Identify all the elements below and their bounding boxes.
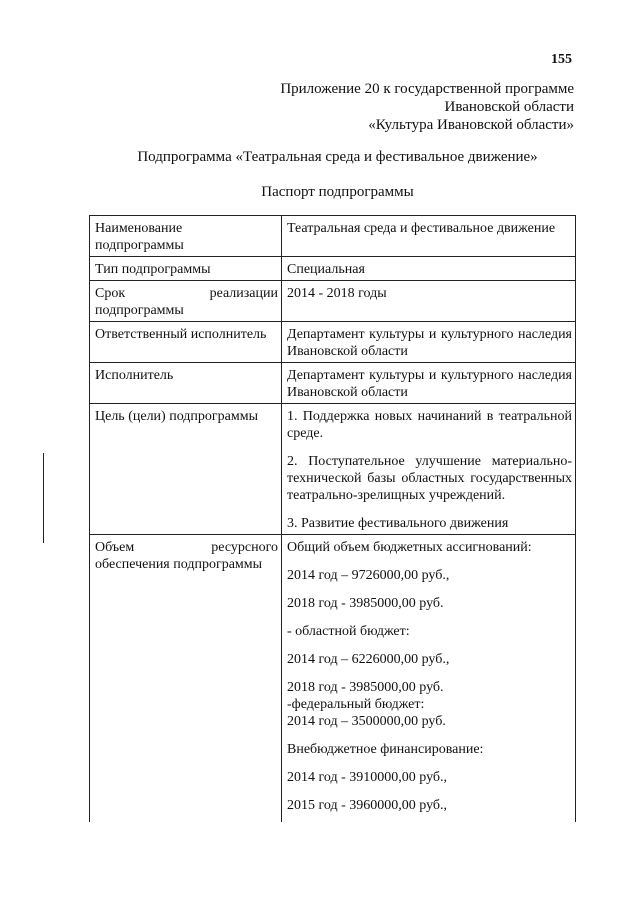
margin-mark — [43, 453, 44, 543]
row-value-responsible: Департамент культуры и культурного наследия Ивановской области — [282, 322, 576, 363]
appendix-line-2: Ивановской области — [444, 99, 574, 115]
passport-table — [89, 215, 576, 822]
label-line — [95, 539, 278, 556]
row-label-funding — [90, 535, 282, 823]
appendix-header — [254, 80, 574, 134]
row-value-executor: Департамент культуры и культурного наследия Ивановской области — [282, 363, 576, 404]
funding-line: 2014 год - 3910000,00 руб., — [287, 770, 448, 785]
goal-item: 3. Развитие фестивального движения — [287, 516, 509, 531]
row-value-term: 2014 - 2018 годы — [282, 281, 576, 322]
table-row — [90, 281, 576, 322]
table-row — [90, 363, 576, 404]
funding-federal-title: -федеральный бюджет: — [287, 697, 425, 712]
label-line: обеспечения подпрограммы — [95, 557, 263, 572]
page-number: 155 — [551, 52, 572, 67]
funding-line: 2018 год - 3985000,00 руб. — [287, 596, 444, 611]
appendix-line-1: Приложение 20 к государственной программе — [280, 81, 574, 97]
row-label-responsible: Ответственный исполнитель — [90, 322, 282, 363]
row-label-term — [90, 281, 282, 322]
row-label-type: Тип подпрограммы — [90, 257, 282, 281]
table-row — [90, 216, 576, 257]
goal-item: 1. Поддержка новых начинаний в театральной среде. — [287, 409, 572, 441]
label-word: реализации — [209, 286, 278, 301]
row-label-goals: Цель (цели) подпрограммы — [90, 404, 282, 535]
label-word: Срок — [95, 286, 126, 301]
funding-line: 2015 год - 3960000,00 руб., — [287, 798, 448, 813]
goal-item: 2. Поступательное улучшение материально-технической базы областных государственных театрально-зрелищных учреждений. — [287, 454, 572, 503]
row-value-funding — [282, 535, 576, 823]
row-value-name: Театральная среда и фестивальное движение — [282, 216, 576, 257]
row-value-goals — [282, 404, 576, 535]
label-line — [95, 285, 278, 302]
label-line: Наименование — [95, 221, 183, 236]
appendix-line-3: «Культура Ивановской области» — [368, 117, 574, 133]
table-row — [90, 404, 576, 535]
funding-regional-title: - областной бюджет: — [287, 624, 410, 639]
funding-total-title: Общий объем бюджетных ассигнований: — [287, 540, 532, 555]
table-row — [90, 322, 576, 363]
subprogram-title: Подпрограмма «Театральная среда и фестивальное движение» — [137, 149, 538, 165]
table-row — [90, 257, 576, 281]
funding-line: 2014 год – 9726000,00 руб., — [287, 568, 450, 583]
row-value-type: Специальная — [282, 257, 576, 281]
funding-line: 2014 год – 6226000,00 руб., — [287, 652, 450, 667]
label-line: подпрограммы — [95, 238, 184, 253]
row-label-executor: Исполнитель — [90, 363, 282, 404]
label-word: ресурсного — [211, 540, 278, 555]
row-label-name — [90, 216, 282, 257]
funding-extra-title: Внебюджетное финансирование: — [287, 742, 484, 757]
funding-line: 2018 год - 3985000,00 руб. — [287, 680, 444, 695]
passport-title: Паспорт подпрограммы — [261, 184, 414, 200]
label-word: Объем — [95, 540, 135, 555]
table-row — [90, 535, 576, 823]
funding-line: 2014 год – 3500000,00 руб. — [287, 714, 446, 729]
label-line: подпрограммы — [95, 303, 184, 318]
